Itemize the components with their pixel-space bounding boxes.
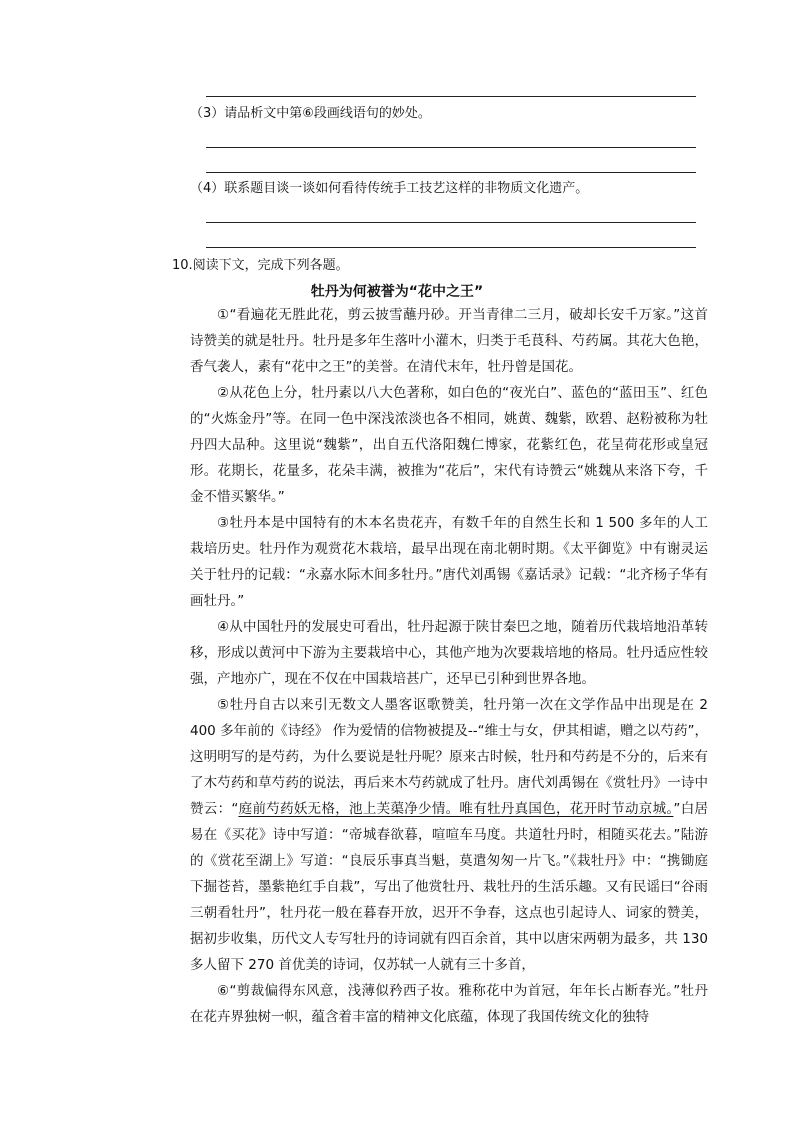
paragraph-4: ④从中国牡丹的发展史可看出，牡丹起源于陕甘秦巴之地，随着历代栽培地沿革转移，形成以黄河中下游为主要栽培中心，其他产地为次要栽培地的格局。牡丹适应性较强，产地亦广，现在不仅在中国栽培甚广，还早已引种到世界各地。 (190, 619, 708, 687)
paragraph-5-text-a: ⑤牡丹自古以来引无数文人墨客讴歌赞美，牡丹第一次在文学作品中出现是在 2 400 多年前的《诗经》 作为爱情的信物被提及--“维士与女，伊其相谑，赠之以芍药”，这明明写的是芍药，为什么要说是牡丹呢？原来古时候，牡丹和芍药是不分的，后来有了木芍药和草芍药的说法，再后来木芍药就成了牡丹。唐代刘禹锡在《赏牡丹》一诗中赞云：“ (190, 697, 722, 817)
paragraph-1: ①“看遍花无胜此花，剪云披雪蘸丹砂。开当青律二三月，破却长安千万家。”这首诗赞美的就是牡丹。牡丹是多年生落叶小灌木，归类于毛茛科、芍药属。其花大色艳，香气袭人，素有“花中之王”的美誉。在清代末年，牡丹曾是国花。 (190, 307, 708, 375)
article-body (190, 302, 722, 1030)
question-4: （4）联系题目谈一谈如何看待传统手工技艺这样的非物质文化遗产。 (190, 181, 589, 196)
answer-line (206, 96, 696, 97)
article-title: 牡丹为何被誉为“花中之王” (310, 284, 484, 300)
question-3: （3）请品析文中第⑥段画线语句的妙处。 (190, 106, 431, 121)
paragraph-2: ②从花色上分，牡丹素以八大色著称，如白色的“夜光白”、蓝色的“蓝田玉”、红色的“火炼金丹”等。在同一色中深浅浓淡也各不相同，姚黄、魏紫，欧碧、赵粉被称为牡丹四大品种。这里说“魏紫”，出自五代洛阳魏仁博家，花紫红色，花呈荷花形或皇冠形。花期长，花量多，花朵丰满，被推为“花后”，宋代有诗赞云“姚魏从来洛下夸，千金不惜买繁华。” (190, 385, 708, 505)
underlined-sentence: 庭前芍药妖无格，池上芙蕖净少情。唯有牡丹真国色，花开时节动京城。 (238, 801, 674, 817)
answer-line (206, 147, 696, 148)
answer-line (206, 222, 696, 223)
paragraph-5 (190, 692, 722, 978)
answer-line (206, 247, 696, 248)
paragraph-6: ⑥“剪裁偏得东风意，浅薄似矜西子妆。雅称花中为首冠，年年长占断春光。”牡丹在花卉界独树一帜，蕴含着丰富的精神文化底蕴，体现了我国传统文化的独特 (190, 983, 708, 1025)
paragraph-5-text-b: ”白居易在《买花》诗中写道：“帝城春欲暮，喧喧车马度。共道牡丹时，相随买花去。”陆游的《赏花至湖上》写道：“良辰乐事真当魁，莫遣匆匆一片飞。”《栽牡丹》中：“携锄庭下掘苍苔，墨紫艳红手自栽”，写出了他赏牡丹、栽牡丹的生活乐趣。又有民谣曰“谷雨三朝看牡丹”，牡丹花一般在暮春开放，迟开不争春，这点也引起诗人、词家的赞美，据初步收集，历代文人专写牡丹的诗词就有四百余首，其中以唐宋两朝为最多，共 130 多人留下 270 首优美的诗词，仅苏轼一人就有三十多首， (190, 801, 709, 973)
question-10-instruction: 10.阅读下文，完成下列各题。 (172, 258, 349, 273)
answer-line (206, 172, 696, 173)
paragraph-3: ③牡丹本是中国特有的木本名贵花卉，有数千年的自然生长和 1 500 多年的人工栽培历史。牡丹作为观赏花木栽培，最早出现在南北朝时期。《太平御览》中有谢灵运关于牡丹的记载：“永嘉水际木间多牡丹。”唐代刘禹锡《嘉话录》记载：“北齐杨子华有画牡丹。” (190, 515, 708, 609)
